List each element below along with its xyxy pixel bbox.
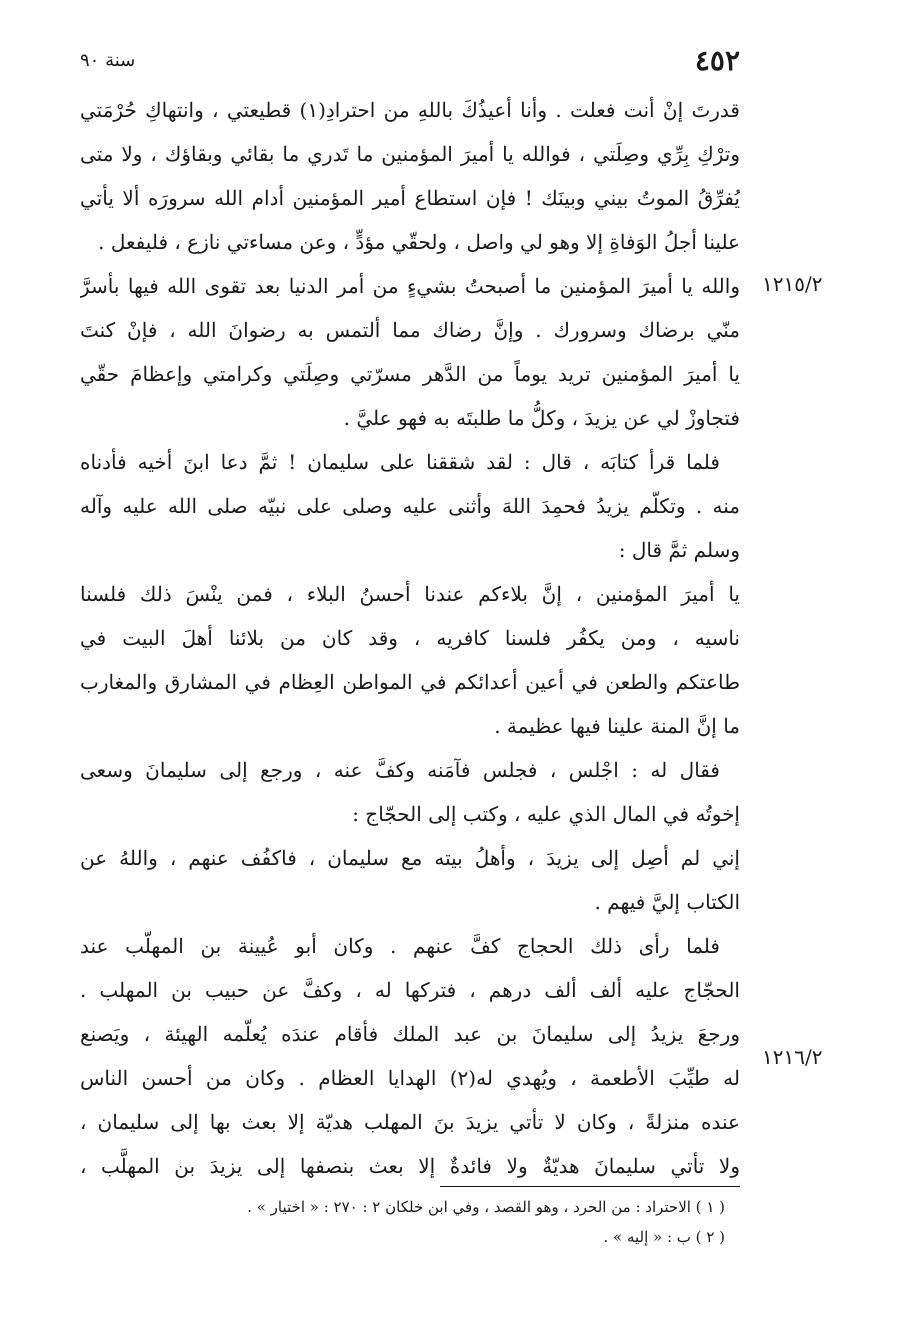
text-line: فلما قرأ كتابَه ، قال : لقد شققنا على سليمان ! ثمَّ دعا ابنَ أخيه فأدناه	[80, 450, 720, 474]
main-text	[80, 88, 740, 1188]
text-line: وترْكِ بِرِّي وصِلَتي ، فوالله يا أميرَ المؤمنين ما تَدري ما بقائي وبقاؤك ، ولا متى	[80, 142, 740, 166]
footnote: ( ٢ ) ب : « إليه » .	[603, 1228, 725, 1246]
page-header	[80, 44, 740, 84]
text-line: فتجاوزْ لي عن يزيدَ ، وكلُّ ما طلبتَه به فهو عليَّ .	[343, 406, 740, 430]
text-line: علينا أجلُ الوَفاةِ إلا وهو لي واصل ، ولحقّي مؤدٍّ ، وعن مساءتي نازع ، فليفعل .	[98, 230, 740, 254]
text-line: ما إنَّ المنة علينا فيها عظيمة .	[494, 714, 740, 738]
running-head-year: سنة ٩٠	[80, 50, 136, 71]
text-line: والله يا أميرَ المؤمنين ما أصبحتُ بشيءٍ من أمر الدنيا بعد تقوى الله فيها بأسرَّ	[80, 274, 740, 298]
text-line: إخوتُه في المال الذي عليه ، وكتب إلى الحجّاج :	[352, 802, 740, 826]
text-line: طاعتكم والطعن في أعين أعدائكم في المواطن العِظام في المشارق والمغارب	[80, 670, 740, 694]
text-line: وسلم ثمَّ قال :	[618, 538, 740, 562]
text-line: يا أميرَ المؤمنين ، إنَّ بلاءكم عندنا أحسنُ البلاء ، فمن ينْسَ ذلك فلسنا	[80, 582, 740, 606]
footnotes	[80, 1192, 725, 1252]
text-line: منه . وتكلّم يزيدُ فحمِدَ اللهَ وأثنى عليه وصلى على نبيّه صلى الله عليه وآله	[80, 494, 740, 518]
text-line: ناسيه ، ومن يكفُر فلسنا كافريه ، وقد كان من بلائنا أهلَ البيت في	[80, 626, 740, 650]
text-line: منّي برضاك وسرورك . وإنَّ رضاك مما ألتمس به رضوانَ الله ، فإنْ كنتَ	[80, 318, 740, 342]
text-line: له طيِّبَ الأطعمة ، ويُهدي له(٢) الهدايا العظام . وكان من أحسن الناس	[80, 1066, 740, 1090]
margin-reference: ١٢١٥/٢	[762, 272, 823, 296]
text-line: يا أميرَ المؤمنين تريد يوماً من الدَّهر مسرّتي وصِلَتي وكرامتي وإعظامَ حقّي	[80, 362, 740, 386]
text-line: عنده منزلةً ، وكان لا تأتي يزيدَ بنَ المهلب هديّة إلا بعث بها إلى سليمان ،	[80, 1110, 740, 1134]
text-line: قدرتَ إنْ أنت فعلت . وأنا أعيذُكَ باللهِ من احترادِ(١) قطيعتي ، وانتهاكِ حُرْمَتي	[80, 98, 740, 122]
text-line: فلما رأى ذلك الحجاج كفَّ عنهم . وكان أبو عُيينة بن المهلّب عند	[80, 934, 720, 958]
margin-reference: ١٢١٦/٢	[762, 1045, 823, 1069]
text-line: ولا تأتي سليمانَ هديّةٌ ولا فائدةٌ إلا بعث بنصفها إلى يزيدَ بن المهلَّب ،	[80, 1154, 740, 1178]
text-line: الحجّاج عليه ألف ألف درهم ، فتركها له ، وكفَّ عن حبيب بن المهلب .	[80, 978, 740, 1002]
text-line: الكتاب إليَّ فيهم .	[594, 890, 740, 914]
footnote: ( ١ ) الاحتراد : من الحرد ، وهو القصد ، وفي ابن خلكان ٢ : ٢٧٠ : « اختيار » .	[247, 1198, 725, 1216]
text-line: يُفرِّقُ الموتُ بيني وبينَك ! فإن استطاع أمير المؤمنين أدام الله سرورَه ألا يأتي	[80, 186, 740, 210]
text-line: ورجعَ يزيدُ إلى سليمانَ بن عبد الملك فأقام عندَه يُعلّمه الهيئة ، ويَصنع	[80, 1022, 740, 1046]
footnote-divider	[440, 1186, 740, 1187]
text-line: فقال له : اجْلس ، فجلس فآمَنه وكفَّ عنه ، ورجع إلى سليمانَ وسعى	[80, 758, 720, 782]
text-line: إني لم أصِل إلى يزيدَ ، وأهلُ بيته مع سليمان ، فاكفُف عنهم ، واللهُ عن	[80, 846, 740, 870]
page-number: ٤٥٢	[694, 44, 740, 77]
